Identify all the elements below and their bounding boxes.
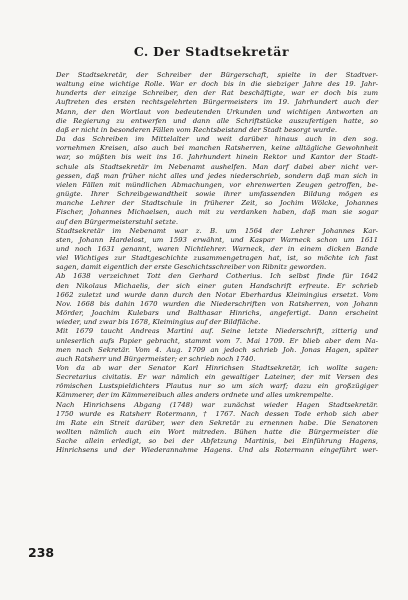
text-line: hunderts der einzige Schreiber, den der Rat beschäftigte, war er doch bis zum	[56, 89, 378, 98]
text-line: Der Stadtsekretär, der Schreiber der Bürgerschaft, spielte in der Stadtver-	[56, 71, 378, 79]
text-line: auf den Bürgermeisterstuhl setzte.	[56, 217, 179, 226]
paragraph	[45, 71, 378, 135]
paragraph	[45, 135, 378, 227]
text-line: auch Ratsherr und Bürgermeister; er schrieb noch 1740.	[56, 354, 256, 363]
page-number: 238	[28, 545, 55, 560]
text-line: Mörder, Joachim Kulebars und Balthasar Hinrichs, angefertigt. Dann erscheint	[56, 309, 378, 318]
text-line: wieder, und zwar bis 1678, Kleimingius auf der Bildfläche.	[56, 318, 261, 327]
paragraph	[45, 401, 378, 456]
text-line: 1750 wurde es Ratsherr Rotermann, † 1767. Nach dessen Tode erhob sich aber	[56, 409, 378, 418]
text-line: manche Lehrer der Stadtschule in früherer Zeit, so Jochim Wölcke, Johannes	[56, 199, 378, 208]
document-page	[45, 44, 378, 456]
text-line: viel Wichtiges zur Stadtgeschichte zusammengetragen hat, ist, so möchte ich fast	[56, 254, 378, 263]
paragraph	[45, 227, 378, 273]
text-line: die Regierung zu entwerfen und dann alle Schriftstücke auszufertigen hatte, so	[56, 116, 378, 125]
text-line: vielen Fällen mit mündlichen Abmachungen, vor ehrenwerten Zeugen getroffen, be-	[56, 180, 378, 189]
text-line: vornehmen Kreisen, also auch bei manchen Ratsherren, keine alltägliche Gewohnheit	[56, 144, 378, 153]
section-heading	[45, 44, 378, 59]
text-line: sagen, damit eigentlich der erste Geschichtsschreiber von Ribnitz geworden.	[56, 263, 327, 272]
text-line: Auftreten des ersten rechtsgelehrten Bürgermeisters im 19. Jahrhundert auch der	[56, 98, 378, 107]
text-line: Da das Schreiben im Mittelalter und weit darüber hinaus auch in den sog.	[56, 135, 378, 144]
text-line: Mit 1679 taucht Andreas Martini auf. Seine letzte Niederschrift, zitterig und	[56, 327, 378, 336]
text-line: römischen Lustspieldichters Plautus nur so um sich warf; dazu ein großzügiger	[56, 382, 378, 391]
text-line: men nach Sekretär. Vom 4. Aug. 1709 an jedoch schrieb Joh. Jonas Hagen, später	[56, 345, 378, 354]
text-line: Stadtsekretär im Nebenamt war z. B. um 1564 der Lehrer Johannes Kar-	[56, 226, 378, 235]
text-line: den Nikolaus Michaelis, der sich einer guten Handschrift erfreute. Er schrieb	[56, 281, 378, 290]
text-line: schule als Stadtsekretär im Nebenamt aushelfen. Man darf dabei aber nicht ver-	[56, 162, 378, 171]
text-line: Mann, der den Wortlaut von bedeutenden Urkunden und wichtigen Antworten an	[56, 107, 378, 116]
text-line: Von da ab war der Senator Karl Hinrichsen Stadtsekretär, ich wollte sagen:	[56, 364, 378, 372]
section-letter: C.	[133, 44, 149, 59]
text-line: unleserlich aufs Papier gebracht, stammt vom 7. Mai 1709. Er blieb aber dem Na-	[56, 336, 378, 345]
text-line: im Rate ein Streit darüber, wer den Sekretär zu ernennen habe. Die Senatoren	[56, 418, 378, 427]
text-line: sten, Johann Hardelost, um 1593 erwähnt, und Kaspar Warneck schon um 1611	[56, 235, 378, 244]
text-line: Nach Hinrichsens Abgang (1748) war zunächst wieder Hagen Stadtsekretär.	[56, 400, 378, 409]
section-title: Der Stadtsekretär	[153, 44, 290, 59]
text-line: wollten nämlich auch ein Wort mitreden. Bühen hatte die Bürgermeister die	[56, 428, 378, 437]
text-line: und noch 1631 genannt, waren Nichtlehrer. Warneck, der in einem dicken Bande	[56, 244, 378, 253]
text-line: Sache allein erledigt, so bei der Abfetzung Martinis, bei Einführung Hagens,	[56, 437, 378, 446]
text-line: 1662 zuletzt und wurde dann durch den Notar Eberhardus Kleimingius ersetzt. Vom	[56, 290, 378, 299]
text-line: Fischer, Johannes Michaelsen, auch mit zu verdanken haben, daß man sie sogar	[56, 208, 378, 217]
text-line: Nov. 1668 bis dahin 1670 wurden die Niederschriften von Ratsherren, von Johann	[56, 299, 378, 308]
text-line: war, so müßten bis weit ins 16. Jahrhundert hinein Rektor und Kantor der Stadt-	[56, 153, 378, 162]
text-line: Secretarius civitatis. Er war nämlich ein gewaltiger Lateiner, der mit Versen des	[56, 373, 378, 382]
text-line: daß er nicht in besonderen Fällen vom Rechtsbeistand der Stadt besorgt wurde.	[56, 125, 338, 134]
paragraph	[45, 327, 378, 364]
paragraph	[45, 272, 378, 327]
text-line: Kämmerer, der im Kämmereibuch alles anders ordnete und alles umkrempelte.	[56, 391, 334, 400]
text-line: gnügte. Ihrer Schreibgewandtheit sowie ihrer umfassenden Bildung mögen es	[56, 190, 378, 199]
body-text	[45, 71, 378, 456]
text-line: gessen, daß man früher nicht alles und jedes niederschrieb, sondern daß man sich in	[56, 171, 378, 180]
text-line: Ab 1638 verzeichnet Tott den Gerhard Cotherius. Ich selbst finde für 1642	[56, 272, 378, 281]
text-line: Hinrichsens und der Wiederannahme Hagens. Und als Rotermann eingeführt wer-	[56, 446, 378, 455]
text-line: waltung eine wichtige Rolle. War er doch bis in die siebziger Jahre des 19. Jahr-	[56, 80, 378, 89]
paragraph	[45, 364, 378, 401]
